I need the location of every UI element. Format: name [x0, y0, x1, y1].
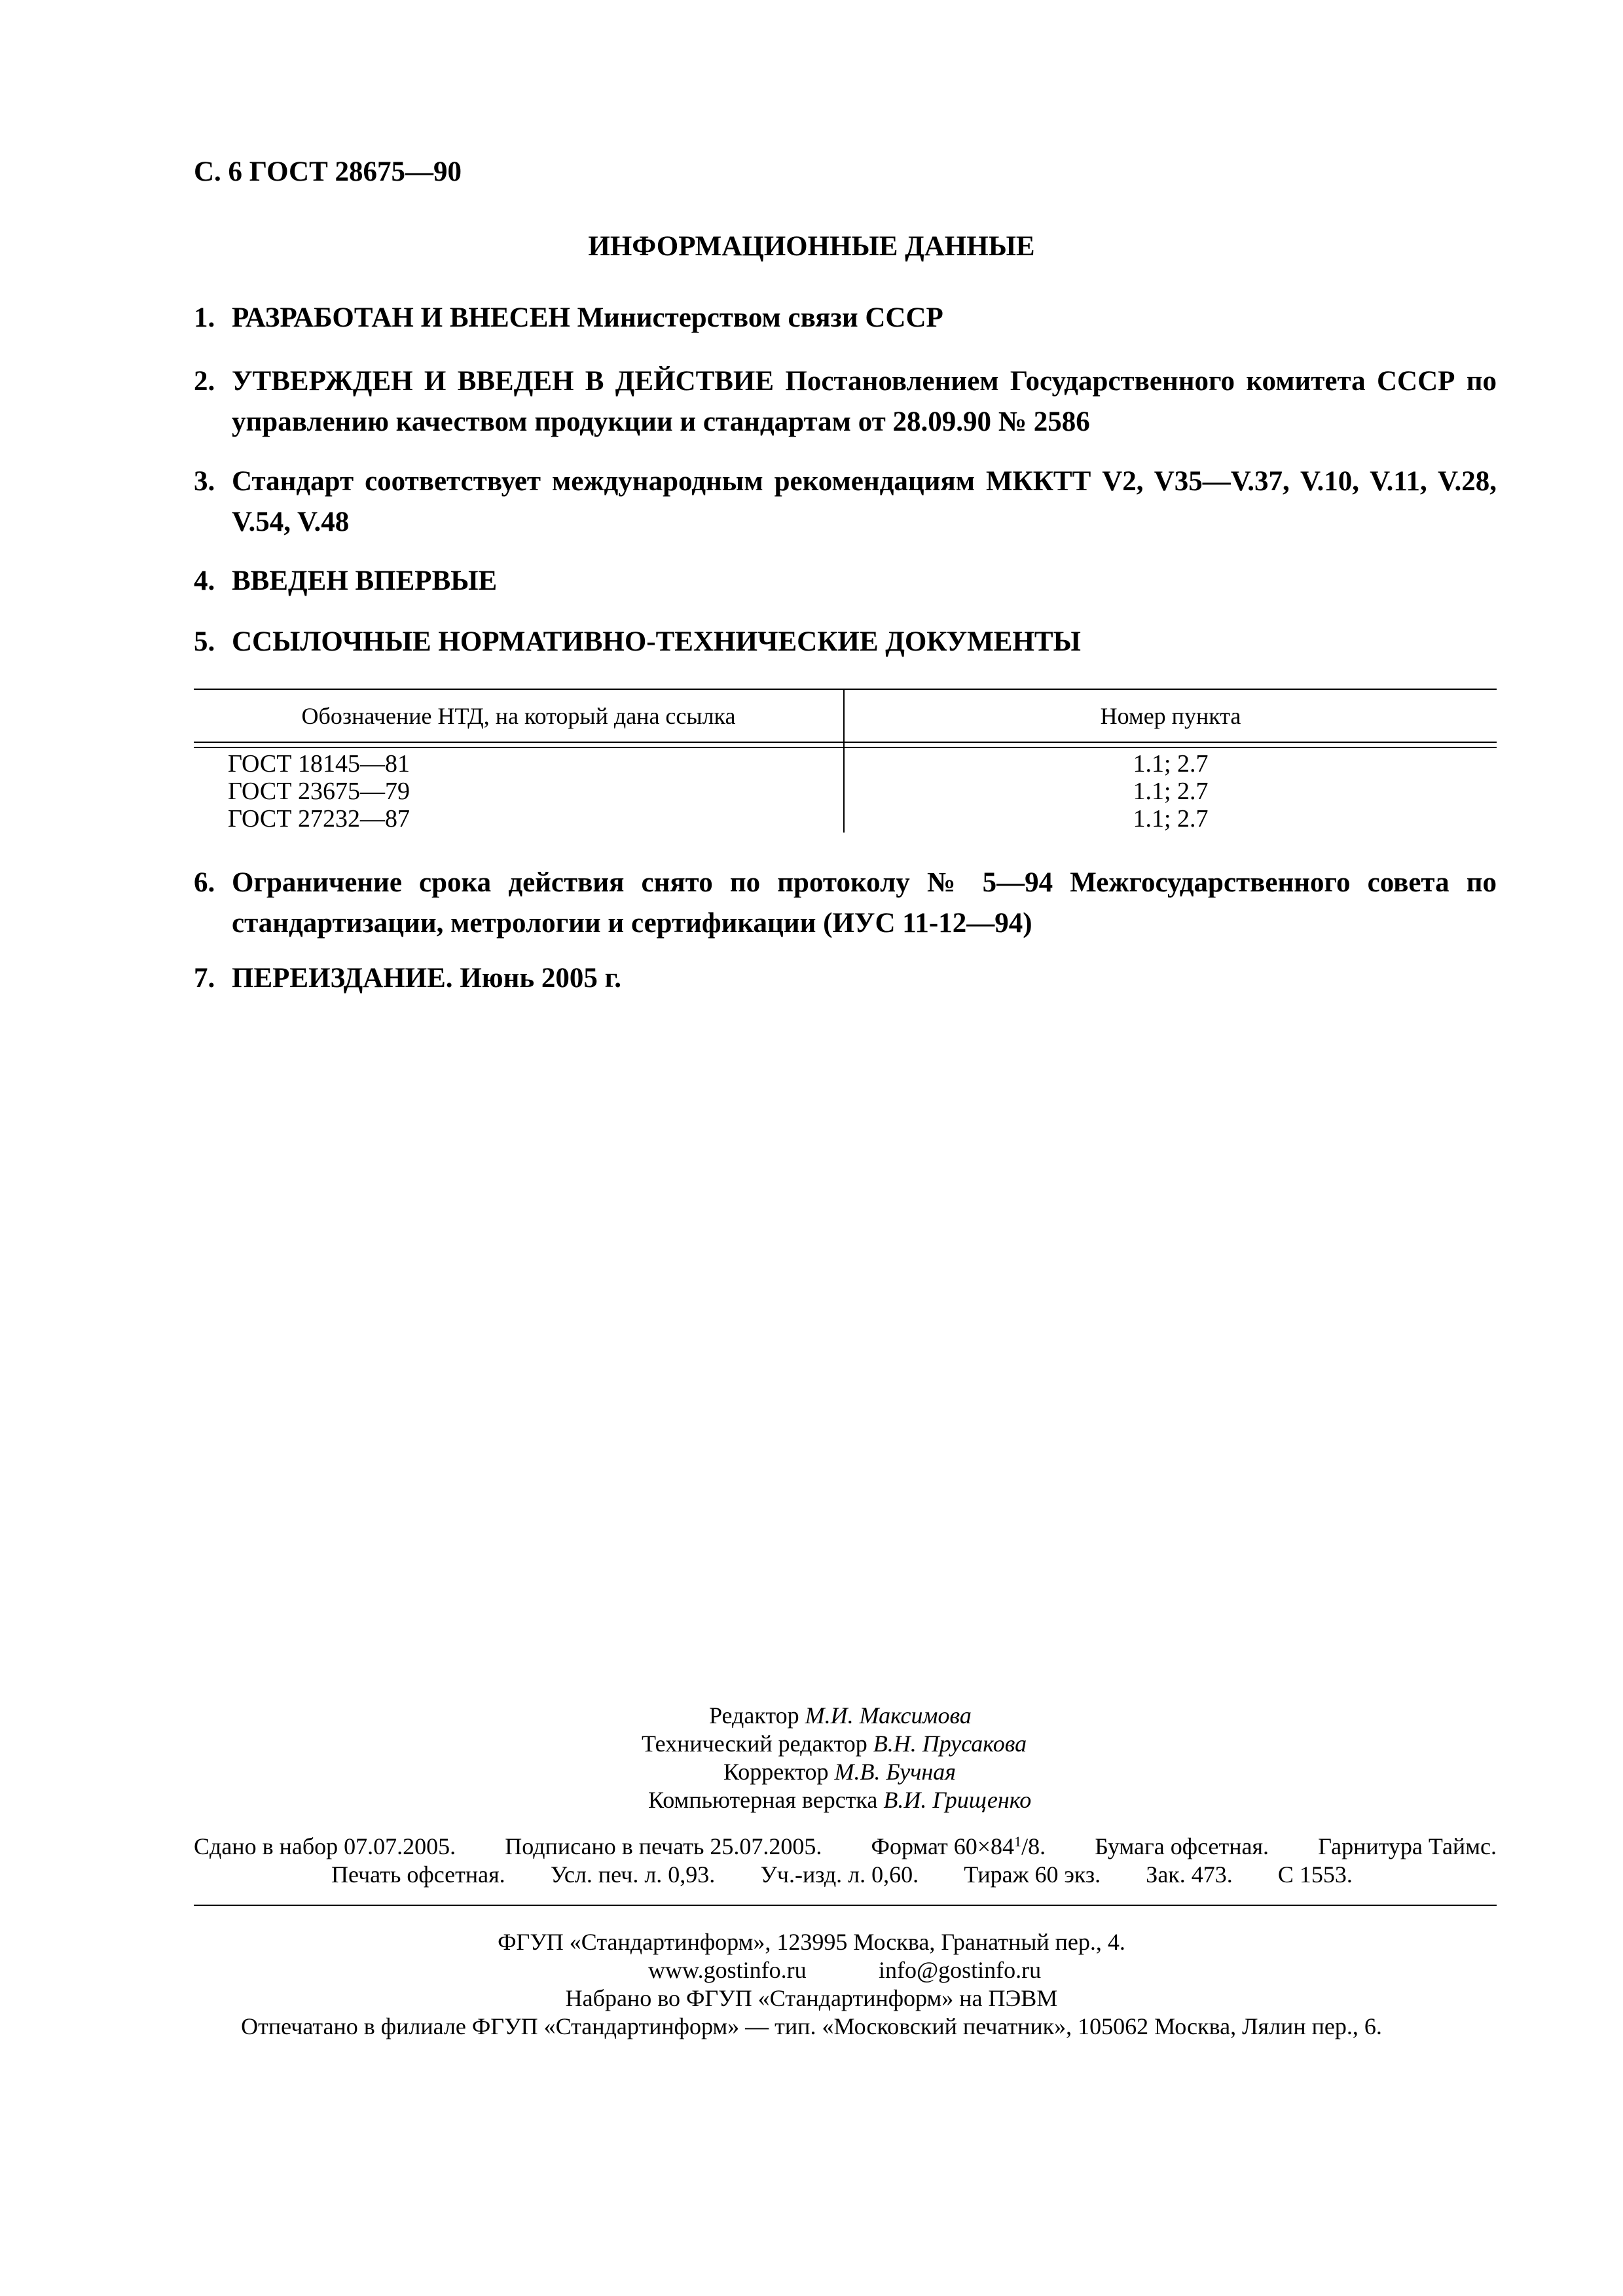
table-cell-clause: 1.1; 2.7 — [1133, 750, 1209, 778]
item-number: 6. — [194, 867, 215, 898]
table-row — [194, 805, 1497, 833]
pub-format: Формат $60\times 84^1/8$. — [871, 1833, 1046, 1859]
item-number: 4. — [194, 565, 215, 596]
table-cell-designation: ГОСТ 27232—87 — [228, 805, 410, 833]
page-title: ИНФОРМАЦИОННЫЕ ДАННЫЕ — [588, 231, 1035, 262]
publishing-line-1 — [194, 1833, 1497, 1860]
list-item — [194, 561, 1497, 601]
pub-order: Зак. 473. — [1146, 1861, 1233, 1888]
item-text: Стандарт соответствует международным рекомендациям МККТТ V2, V35—V.37, V.10, V.11, V.28, V.54, V.48 — [232, 466, 1497, 537]
footer-address: ФГУП «Стандартинформ», 123995 Москва, Гранатный пер., 4. — [498, 1929, 1125, 1955]
publishing-line-2 — [331, 1861, 1353, 1888]
table-header-rule — [194, 747, 1497, 748]
credit-name: В.Н. Прусакова — [873, 1731, 1027, 1757]
list-item — [194, 958, 1497, 999]
item-heading: РАЗРАБОТАН И ВНЕСЕН — [232, 302, 570, 333]
footer-printed: Отпечатано в филиале ФГУП «Стандартинформ» — тип. «Московский печатник», 105062 Москва, Лялин пер., 6. — [241, 2013, 1382, 2039]
credit-corrector — [723, 1758, 956, 1786]
footer-typeset: Набрано во ФГУП «Стандартинформ» на ПЭВМ — [565, 1985, 1058, 2011]
footer-email[interactable]: info@gostinfo.ru — [879, 1957, 1042, 1983]
item-number: 1. — [194, 302, 215, 333]
credit-label: Корректор — [723, 1759, 829, 1785]
pub-paper: Бумага офсетная. — [1095, 1833, 1269, 1859]
pub-circulation: Тираж 60 экз. — [964, 1861, 1101, 1888]
list-item — [194, 298, 1497, 338]
pub-signed-date: Подписано в печать 25.07.2005. — [505, 1833, 822, 1859]
table-cell-clause: 1.1; 2.7 — [1133, 805, 1209, 833]
table-header-designation: Обозначение НТД, на который дана ссылка — [301, 703, 736, 729]
item-heading: ВВЕДЕН ВПЕРВЫЕ — [232, 565, 498, 596]
credit-name: В.И. Грищенко — [883, 1787, 1032, 1813]
item-heading: ПЕРЕИЗДАНИЕ. — [232, 963, 453, 994]
list-item — [194, 863, 1497, 944]
credit-tech-editor — [642, 1730, 1027, 1758]
item-heading: ССЫЛОЧНЫЕ НОРМАТИВНО-ТЕХНИЧЕСКИЕ ДОКУМЕНТЫ — [232, 626, 1081, 657]
footer-divider — [194, 1905, 1497, 1906]
item-number: 2. — [194, 366, 215, 397]
credit-editor — [709, 1702, 972, 1730]
table-row — [194, 750, 1497, 778]
table-top-rule — [194, 689, 1497, 690]
page-header: С. 6 ГОСТ 28675—90 — [194, 156, 462, 187]
item-heading: УТВЕРЖДЕН И ВВЕДЕН В ДЕЙСТВИЕ — [232, 366, 775, 397]
item-text: Июнь 2005 г. — [452, 963, 622, 994]
credit-label: Редактор — [709, 1702, 799, 1729]
item-number: 7. — [194, 963, 215, 994]
credit-label: Технический редактор — [642, 1731, 867, 1757]
table-cell-designation: ГОСТ 18145—81 — [228, 750, 410, 778]
pub-code: С 1553. — [1277, 1861, 1353, 1888]
table-header-clause: Номер пункта — [1100, 703, 1241, 729]
item-number: 5. — [194, 626, 215, 657]
list-item — [194, 622, 1497, 662]
pub-typeface: Гарнитура Таймс. — [1318, 1833, 1497, 1859]
table-cell-designation: ГОСТ 23675—79 — [228, 778, 410, 805]
credit-label: Компьютерная верстка — [648, 1787, 878, 1813]
pub-print-sheets: Усл. печ. л. 0,93. — [550, 1861, 716, 1888]
pub-publisher-sheets: Уч.-изд. л. 0,60. — [760, 1861, 919, 1888]
item-text: Ограничение срока действия снято по протоколу № 5—94 Межгосударственного совета по стандартизации, метрологии и сертификации (ИУС 11-12—94) — [232, 867, 1497, 939]
list-item — [194, 361, 1497, 442]
credit-name: М.В. Бучная — [834, 1759, 957, 1785]
pub-print-type: Печать офсетная. — [331, 1861, 505, 1888]
table-cell-clause: 1.1; 2.7 — [1133, 778, 1209, 805]
item-number: 3. — [194, 466, 215, 497]
footer-website[interactable]: www.gostinfo.ru — [648, 1957, 807, 1983]
table-header-rule — [194, 742, 1497, 743]
pub-typeset-date: Сдано в набор 07.07.2005. — [194, 1833, 456, 1859]
table-row — [194, 778, 1497, 805]
list-item — [194, 461, 1497, 543]
item-text: Постановлением Государственного комитета СССР по управлению качеством продукции и стандартам от 28.09.90 № 2586 — [232, 366, 1497, 437]
item-text: Министерством связи СССР — [570, 302, 943, 333]
credit-name: М.И. Максимова — [805, 1702, 972, 1729]
credit-layout — [648, 1786, 1031, 1814]
